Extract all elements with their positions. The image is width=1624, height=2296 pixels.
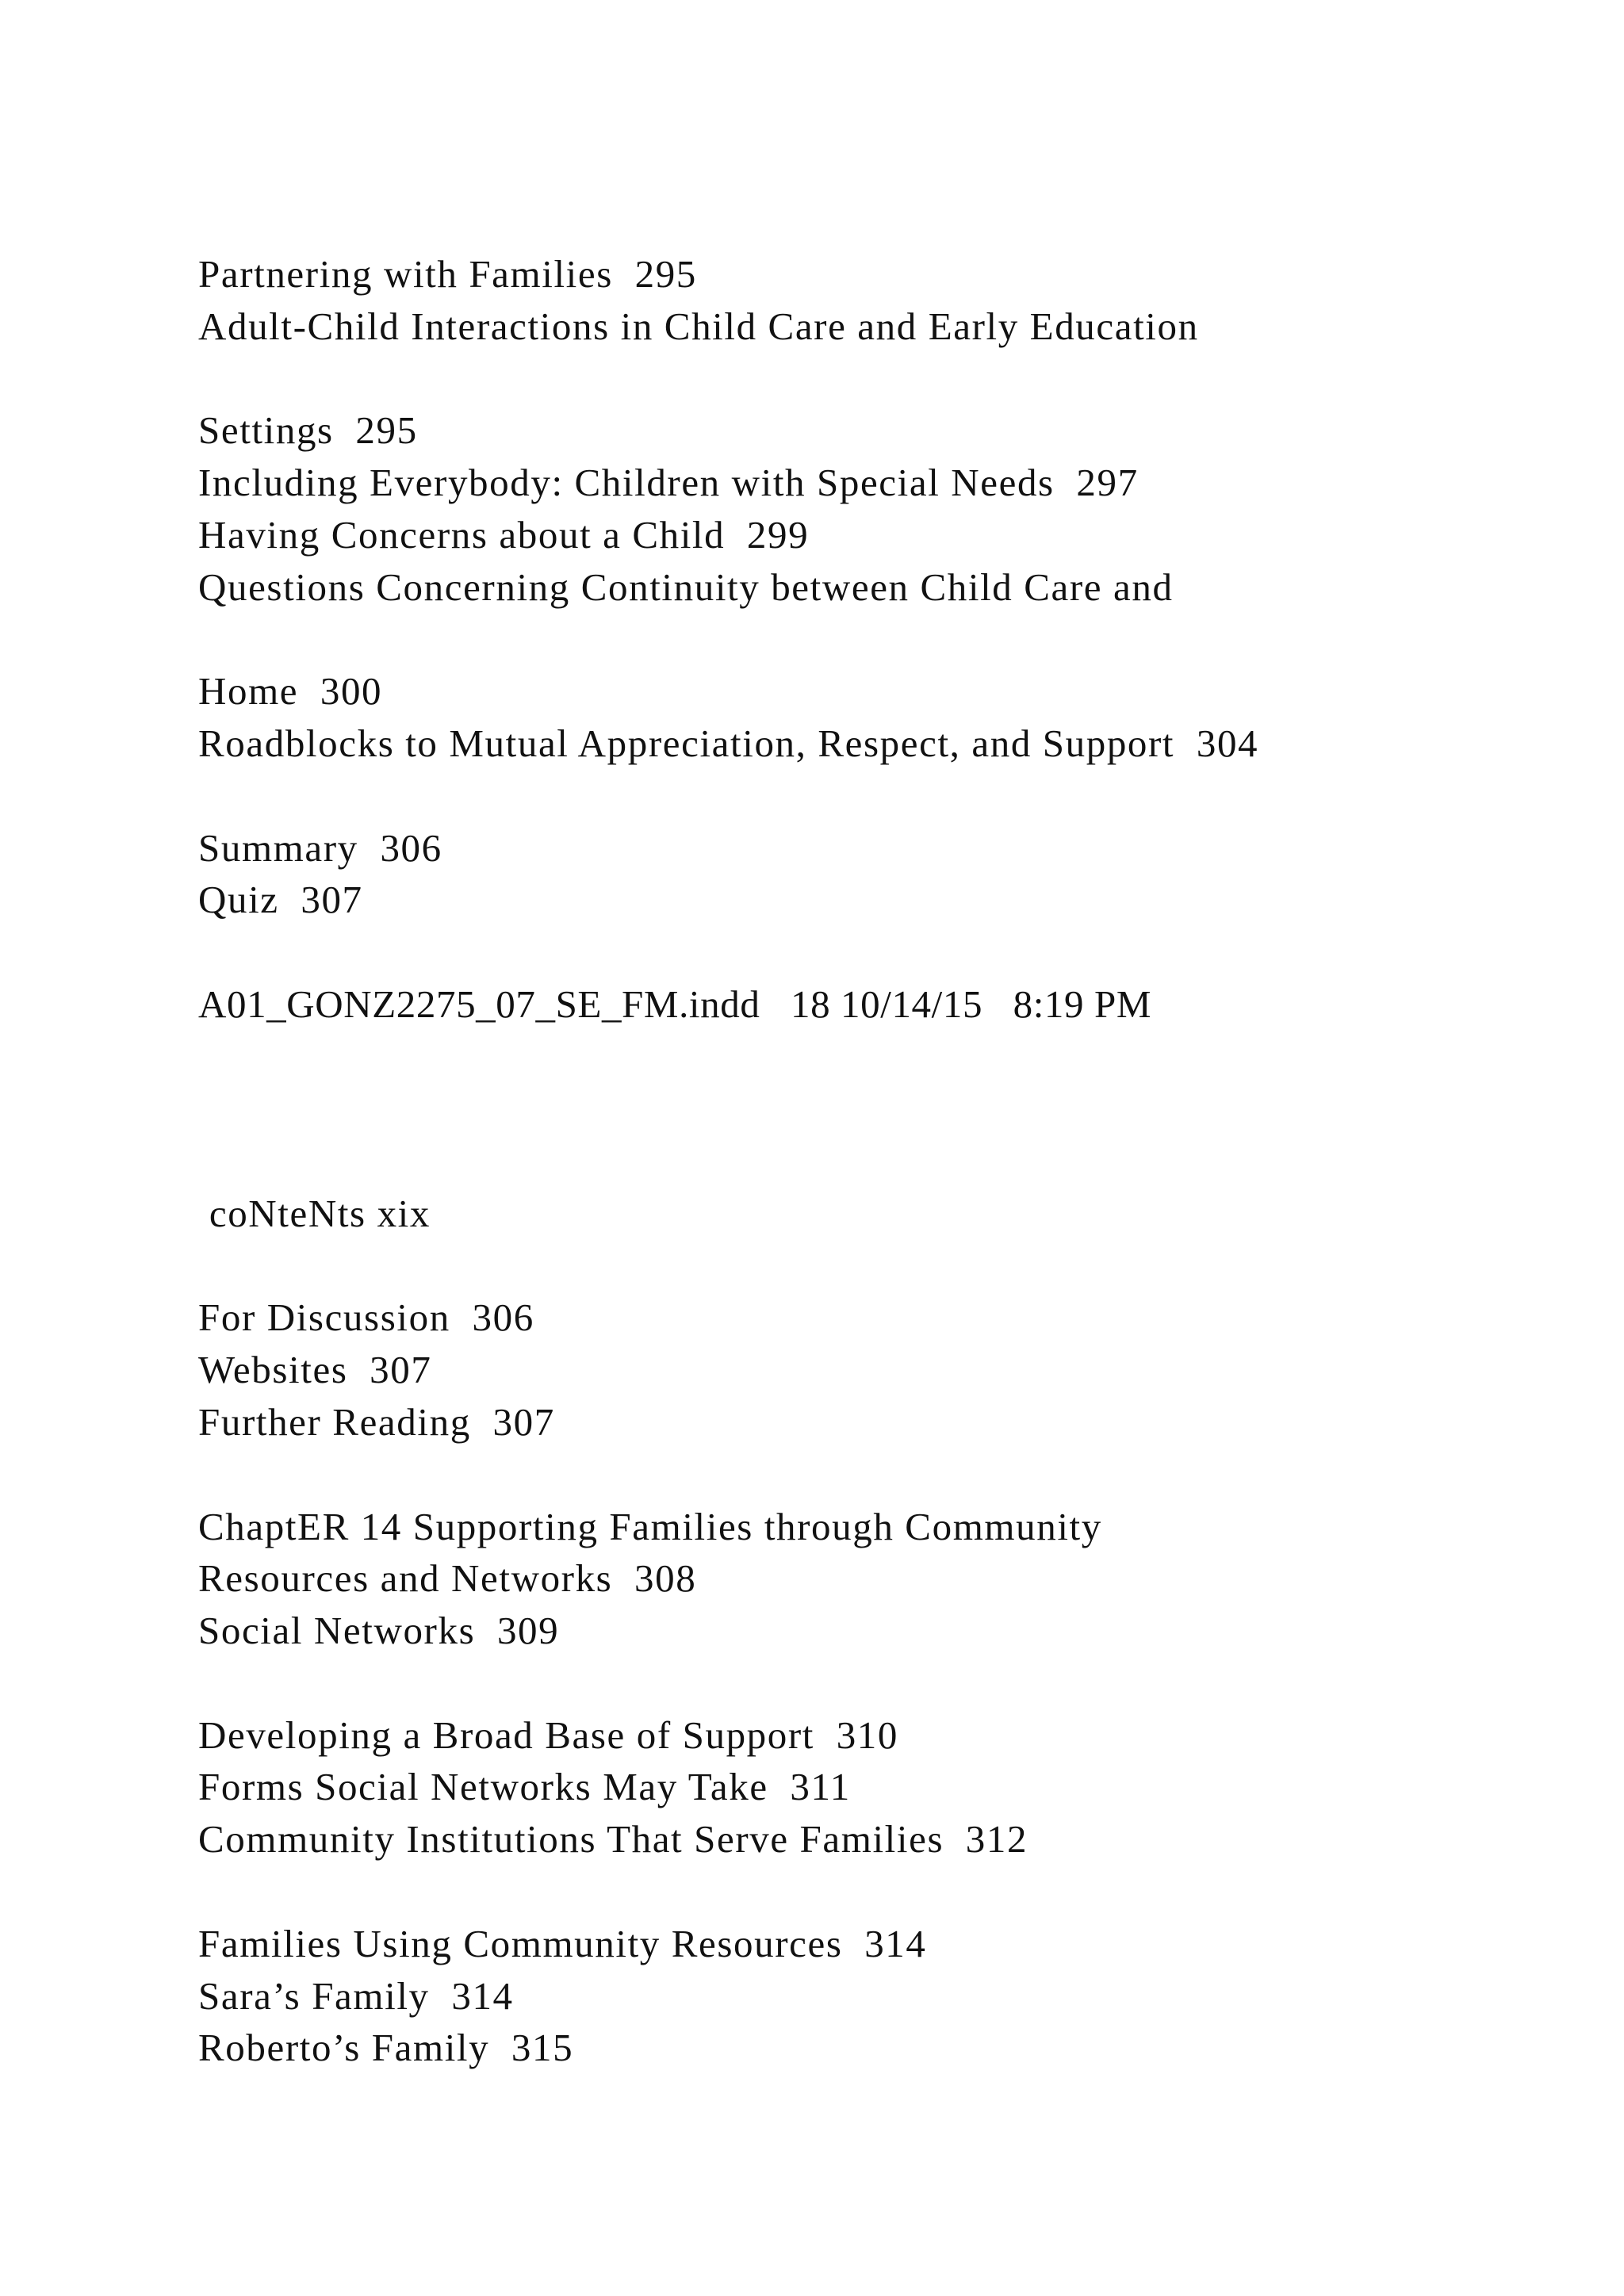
file-footer: A01_GONZ2275_07_SE_FM.indd 18 10/14/15 8:19 PM: [198, 982, 1152, 1026]
toc-entry: Having Concerns about a Child 299: [198, 513, 810, 557]
toc-entry: Developing a Broad Base of Support 310: [198, 1713, 899, 1757]
toc-entry: Questions Concerning Continuity between Child Care and: [198, 565, 1174, 609]
toc-entry: Including Everybody: Children with Special Needs 297: [198, 461, 1139, 504]
toc-entry: Quiz 307: [198, 878, 363, 921]
toc-entry: Roberto’s Family 315: [198, 2026, 574, 2069]
toc-entry: Further Reading 307: [198, 1400, 555, 1444]
toc-entry: Social Networks 309: [198, 1609, 560, 1652]
toc-entry: Settings 295: [198, 408, 418, 452]
toc-entry: Partnering with Families 295: [198, 252, 697, 296]
toc-entry: For Discussion 306: [198, 1295, 534, 1339]
toc-entry: Summary 306: [198, 826, 442, 870]
toc-entry: Forms Social Networks May Take 311: [198, 1765, 851, 1808]
toc-entry: Sara’s Family 314: [198, 1974, 514, 2018]
toc-entry: Home 300: [198, 669, 383, 713]
toc-entry: Families Using Community Resources 314: [198, 1922, 927, 1965]
toc-entry: Websites 307: [198, 1348, 432, 1391]
toc-entry: Community Institutions That Serve Families 312: [198, 1817, 1028, 1861]
chapter-heading: ChaptER 14 Supporting Families through Community: [198, 1505, 1102, 1548]
toc-entry: Resources and Networks 308: [198, 1556, 697, 1600]
toc-entry: Roadblocks to Mutual Appreciation, Respect, and Support 304: [198, 721, 1259, 765]
toc-entry: Adult-Child Interactions in Child Care and Early Education: [198, 304, 1199, 348]
page-header: coNteNts xix: [198, 1192, 431, 1235]
